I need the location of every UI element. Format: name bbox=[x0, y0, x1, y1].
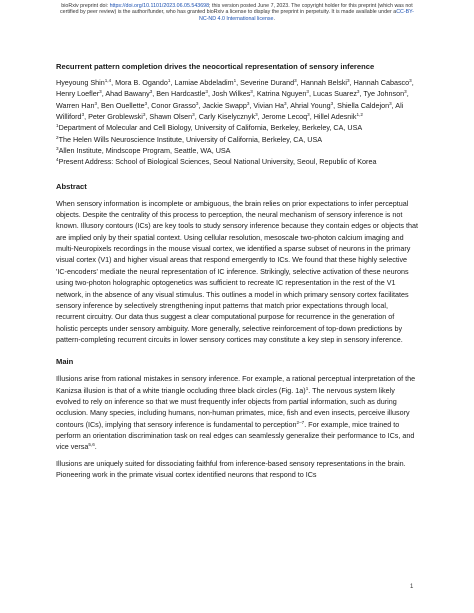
author-list: Hyeyoung Shin$^{1,4}$, Mora B. Ogando$^1$, Lamiae Abdeladim$^1$, Severine Durand$^3$, Hannah Belski$^3$, Hannah Cabasco$^3$, Henry Loefler$^3$, Ahad Bawany$^3$, Ben Hardcastle$^3$, Josh Wilkes$^3$, Katrina Nguyen$^3$, Lucas Suarez$^3$, Tye Johnson$^3$, Warren Han$^3$, Ben Ouellette$^3$, Conor Grasso$^3$, Jackie Swapp$^3$, Vivian Ha$^3$, Ahrial Young$^3$, Shiella Caldejon$^3$, Ali Williford$^3$, Peter Groblewski$^3$, Shawn Olsen$^3$, Carly Kiselycznyk$^3$, Jerome Lecoq$^3$, Hillel Adesnik$^{1,2}$ bbox=[56, 78, 414, 122]
main-p1-text-b: . The nervous system likely evolved to rely on inference so that we must frequently infer objects from partial information, such as during occlusion. Many species, including humans, non-human primates, mice, fish and even insects, perceive illusory contours (ICs), implying that sensory inference is fundamental to perception bbox=[56, 385, 410, 429]
author-affiliation-sup: 1 bbox=[233, 78, 237, 83]
author-name: Vivian Ha bbox=[253, 100, 285, 110]
author-name: Hillel Adesnik bbox=[313, 112, 357, 122]
author-name: Shawn Olsen bbox=[149, 112, 193, 122]
paper-body bbox=[56, 62, 418, 485]
author-name: Lucas Suarez bbox=[312, 89, 357, 99]
author-name: Josh Wilkes bbox=[211, 89, 251, 99]
banner-lead: bioRxiv preprint doi: bbox=[61, 3, 110, 9]
affiliation-item bbox=[56, 122, 418, 133]
author-affiliation-sup: 3 bbox=[389, 100, 392, 106]
author-name: Carly Kiselycznyk bbox=[198, 112, 256, 122]
affiliation-item bbox=[56, 134, 418, 145]
author-name: Conor Grasso bbox=[151, 100, 196, 110]
affiliation-item bbox=[56, 156, 418, 167]
paper-title: Recurrent pattern completion drives the neocortical representation of sensory inference bbox=[56, 62, 375, 71]
author-affiliation-sup: 3 bbox=[356, 89, 360, 95]
author-name: Henry Loefler bbox=[56, 89, 100, 99]
page-number: 1 bbox=[410, 584, 414, 590]
author-affiliation-sup: 3 bbox=[81, 112, 85, 118]
main-p1-text-d: . bbox=[94, 442, 97, 452]
affiliation-sup: 2 bbox=[56, 134, 59, 140]
affiliation-text: Department of Molecular and Cell Biology, University of California, Berkeley, Berkeley, CA, USA bbox=[58, 123, 363, 133]
affiliation-sup: 1 bbox=[56, 123, 59, 129]
affiliation-text: Present Address: School of Biological Sciences, Seoul National University, Seoul, Republic of Korea bbox=[58, 157, 377, 167]
author-affiliation-sup: 3 bbox=[192, 112, 195, 118]
author-affiliation-sup: 3 bbox=[284, 100, 287, 106]
banner-end: . bbox=[273, 15, 275, 22]
author-name: Ben Hardcastle bbox=[156, 89, 206, 99]
author-affiliation-sup: 3 bbox=[205, 89, 208, 95]
author-affiliation-sup: 3 bbox=[330, 100, 334, 106]
author-name: Mora B. Ogando bbox=[115, 78, 168, 87]
author-name: Jackie Swapp bbox=[202, 100, 247, 110]
author-affiliation-sup: 3 bbox=[246, 100, 250, 106]
author-affiliation-sup: 3 bbox=[306, 89, 309, 95]
main-heading: Main bbox=[56, 357, 74, 367]
author-name: Hyeyoung Shin bbox=[56, 78, 105, 87]
preprint-banner bbox=[56, 3, 418, 22]
author-name: Ali Williford bbox=[56, 100, 404, 122]
main-p1-text-c: . For example, mice trained to perform an orientation discrimination task on real edges can seamlessly generalize their performance to ICs, and vice versa bbox=[56, 419, 415, 452]
author-name: Jerome Lecoq bbox=[261, 112, 308, 122]
author-name: Ahad Bawany bbox=[105, 89, 150, 99]
author-affiliation-sup: 3 bbox=[99, 89, 102, 95]
author-affiliation-sup: 3 bbox=[409, 78, 412, 83]
author-affiliation-sup: 3 bbox=[307, 112, 310, 118]
author-name: Lamiae Abdeladim bbox=[174, 78, 234, 87]
doi-link[interactable]: https://doi.org/10.1101/2023.06.05.543698 bbox=[109, 3, 210, 9]
author-affiliation-sup: 1 bbox=[167, 78, 171, 83]
author-name: Severine Durand bbox=[240, 78, 295, 87]
main-paragraph-1 bbox=[56, 373, 418, 452]
affiliation-text: The Helen Wills Neuroscience Institute, University of California, Berkeley, CA, USA bbox=[58, 134, 323, 144]
author-affiliation-sup: 3 bbox=[142, 112, 146, 118]
affiliation-list bbox=[56, 122, 418, 167]
author-affiliation-sup: 3 bbox=[94, 100, 98, 106]
author-affiliation-sup: 3 bbox=[347, 78, 350, 83]
banner-middle: ; this version posted June 7, 2023. The copyright holder for this preprint (which was not certified by peer review) is the author/funder, who has granted bioRxiv a license to display the preprint in perpetuity. It is made available under a bbox=[60, 3, 413, 16]
author-affiliation-sup: 3 bbox=[404, 89, 407, 95]
author-name: Warren Han bbox=[56, 100, 95, 110]
author-affiliation-sup: 1,2 bbox=[356, 112, 363, 118]
author-affiliation-sup: 3 bbox=[149, 89, 153, 95]
author-name: Shiella Caldejon bbox=[337, 100, 390, 110]
author-affiliation-sup: 1,4 bbox=[104, 78, 112, 83]
author-affiliation-sup: 3 bbox=[255, 112, 258, 118]
author-affiliation-sup: 3 bbox=[294, 78, 297, 83]
affiliation-sup: 4 bbox=[56, 157, 59, 163]
abstract-heading: Abstract bbox=[56, 181, 87, 191]
affiliation-item bbox=[56, 145, 418, 156]
author-name: Hannah Belski bbox=[300, 78, 348, 87]
author-name: Tye Johnson bbox=[363, 89, 405, 99]
citation-sup: 1 bbox=[305, 385, 309, 391]
abstract-section bbox=[56, 198, 418, 345]
affiliation-text: Allen Institute, Mindscope Program, Seattle, WA, USA bbox=[58, 146, 231, 156]
main-p1-text-a: Illusions arise from rational mistakes in sensory inference. For example, a rational perceptual interpretation of the Kanizsa illusion is that of a white triangle occluding three black circles (Fig. 1a) bbox=[56, 374, 416, 395]
license-link[interactable]: CC-BY-NC-ND 4.0 International license bbox=[199, 9, 414, 22]
affiliation-sup: 3 bbox=[56, 146, 59, 152]
citation-sup: 2–7 bbox=[296, 419, 305, 425]
abstract-text: When sensory information is incomplete or ambiguous, the brain relies on prior expectations to infer perceptual objects. Despite the centrality of this process to perception, the neural mechanism of sensory inference is not known. Illusory contours (ICs) are key tools to study sensory inference because they contain edges or objects that are implied only by their spatial context. Using cellular resolution, mesoscale two-photon calcium imaging and multi-Neuropixels recordings in the mouse visual cortex, we identified a sparse subset of neurons in the primary visual cortex (V1) and higher visual areas that respond emergently to ICs. We found that these highly selective 'IC-encoders' mediate the neural representation of IC inference. Strikingly, selective activation of these neurons using two-photon holographic optogenetics was sufficient to recreate IC representation in the rest of the V1 network, in the absence of any visual stimulus. This outlines a model in which primary sensory cortex facilitates sensory inference by selectively strengthening input patterns that match prior expectations through local, recurrent circuitry. Our data thus suggest a clear computational purpose for recurrence in the generation of holistic percepts under sensory ambiguity. More generally, selective reinforcement of top-down predictions by pattern-completing recurrent circuits in lower sensory cortices may constitute a key step in sensory inference. bbox=[56, 198, 418, 344]
author-name: Hannah Cabasco bbox=[353, 78, 410, 87]
author-name: Ahrial Young bbox=[290, 100, 331, 110]
author-name: Peter Groblewski bbox=[88, 112, 143, 122]
author-affiliation-sup: 3 bbox=[250, 89, 253, 95]
citation-sup: 5,6 bbox=[88, 442, 95, 448]
author-affiliation-sup: 3 bbox=[144, 100, 148, 106]
author-name: Katrina Nguyen bbox=[256, 89, 307, 99]
main-paragraph-2: Illusions are uniquely suited for dissociating faithful from inference-based sensory representations in the brain. Pioneering work in the primate visual cortex identified neurons that respond to ICs bbox=[56, 458, 406, 479]
author-name: Ben Ouellette bbox=[101, 100, 145, 110]
main-section bbox=[56, 373, 418, 480]
author-affiliation-sup: 3 bbox=[195, 100, 199, 106]
